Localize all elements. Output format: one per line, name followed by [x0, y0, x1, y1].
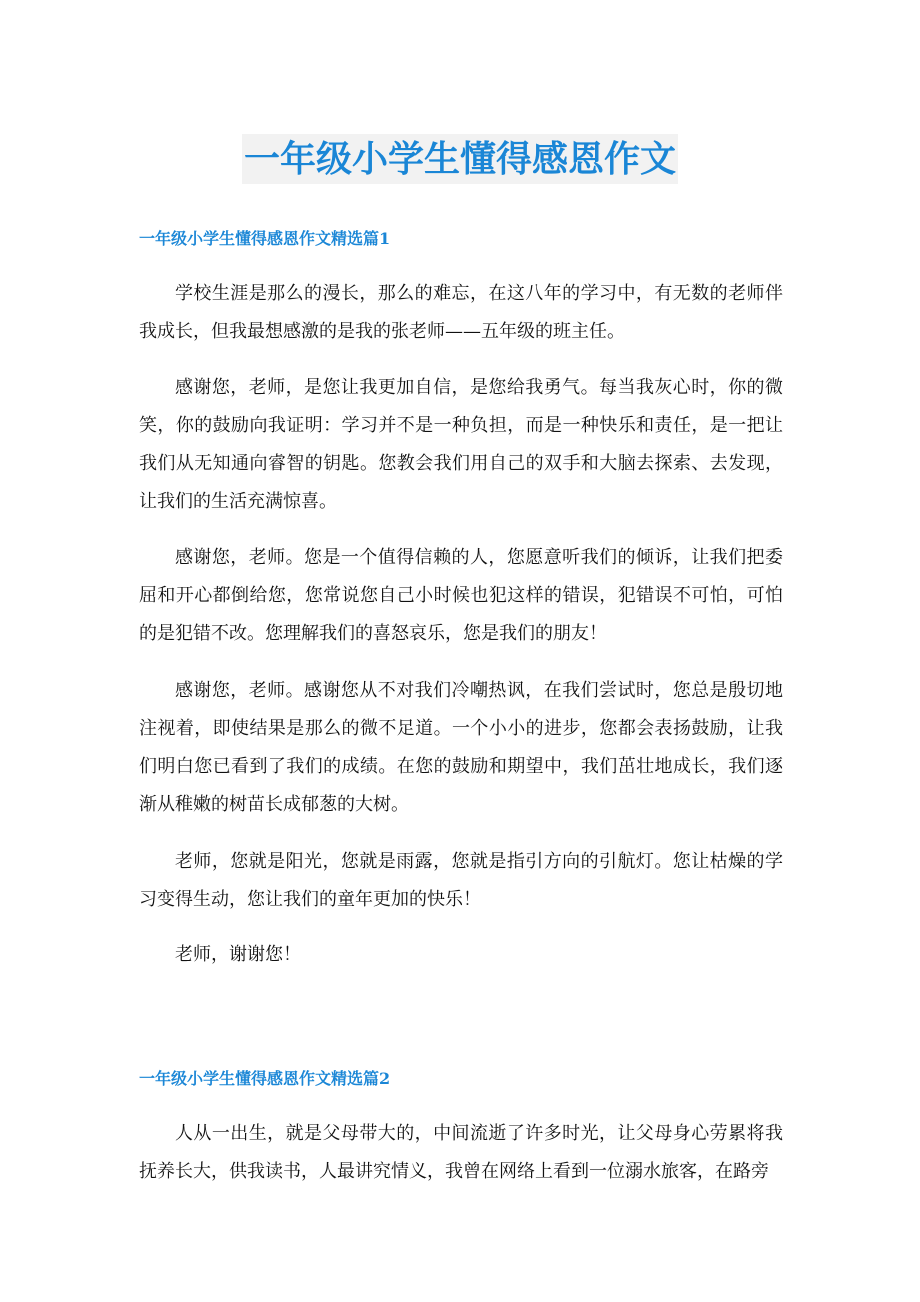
paragraph: 老师，您就是阳光，您就是雨露，您就是指引方向的引航灯。您让枯燥的学习变得生动，您让我们的童年更加的快乐！ — [139, 851, 783, 910]
page-title-text: 一年级小学生懂得感恩作文 — [242, 134, 678, 184]
page-title — [0, 134, 920, 184]
section-heading-2: 一年级小学生懂得感恩作文精选篇2 — [139, 1069, 391, 1088]
paragraph: 人从一出生，就是父母带大的，中间流逝了许多时光，让父母身心劳累将我抚养长大，供我读书，人最讲究情义，我曾在网络上看到一位溺水旅客，在路旁 — [139, 1123, 783, 1182]
paragraph: 老师，谢谢您！ — [175, 944, 301, 965]
paragraph: 感谢您，老师，是您让我更加自信，是您给我勇气。每当我灰心时，你的微笑，你的鼓励向我证明：学习并不是一种负担，而是一种快乐和责任，是一把让我们从无知通向睿智的钥匙。您教会我们用自己的双手和大脑去探索、去发现，让我们的生活充满惊喜。 — [139, 377, 783, 512]
paragraph: 学校生涯是那么的漫长，那么的难忘，在这八年的学习中，有无数的老师伴我成长，但我最想感激的是我的张老师——五年级的班主任。 — [139, 283, 783, 342]
paragraph: 感谢您，老师。您是一个值得信赖的人，您愿意听我们的倾诉，让我们把委屈和开心都倒给您，您常说您自己小时候也犯这样的错误，犯错误不可怕，可怕的是犯错不改。您理解我们的喜怒哀乐，您是我们的朋友！ — [139, 547, 783, 644]
section-heading-1: 一年级小学生懂得感恩作文精选篇1 — [139, 229, 391, 248]
paragraph: 感谢您，老师。感谢您从不对我们冷嘲热讽，在我们尝试时，您总是殷切地注视着，即使结果是那么的微不足道。一个小小的进步，您都会表扬鼓励，让我们明白您已看到了我们的成绩。在您的鼓励和期望中，我们茁壮地成长，我们逐渐从稚嫩的树苗长成郁葱的大树。 — [139, 680, 783, 815]
